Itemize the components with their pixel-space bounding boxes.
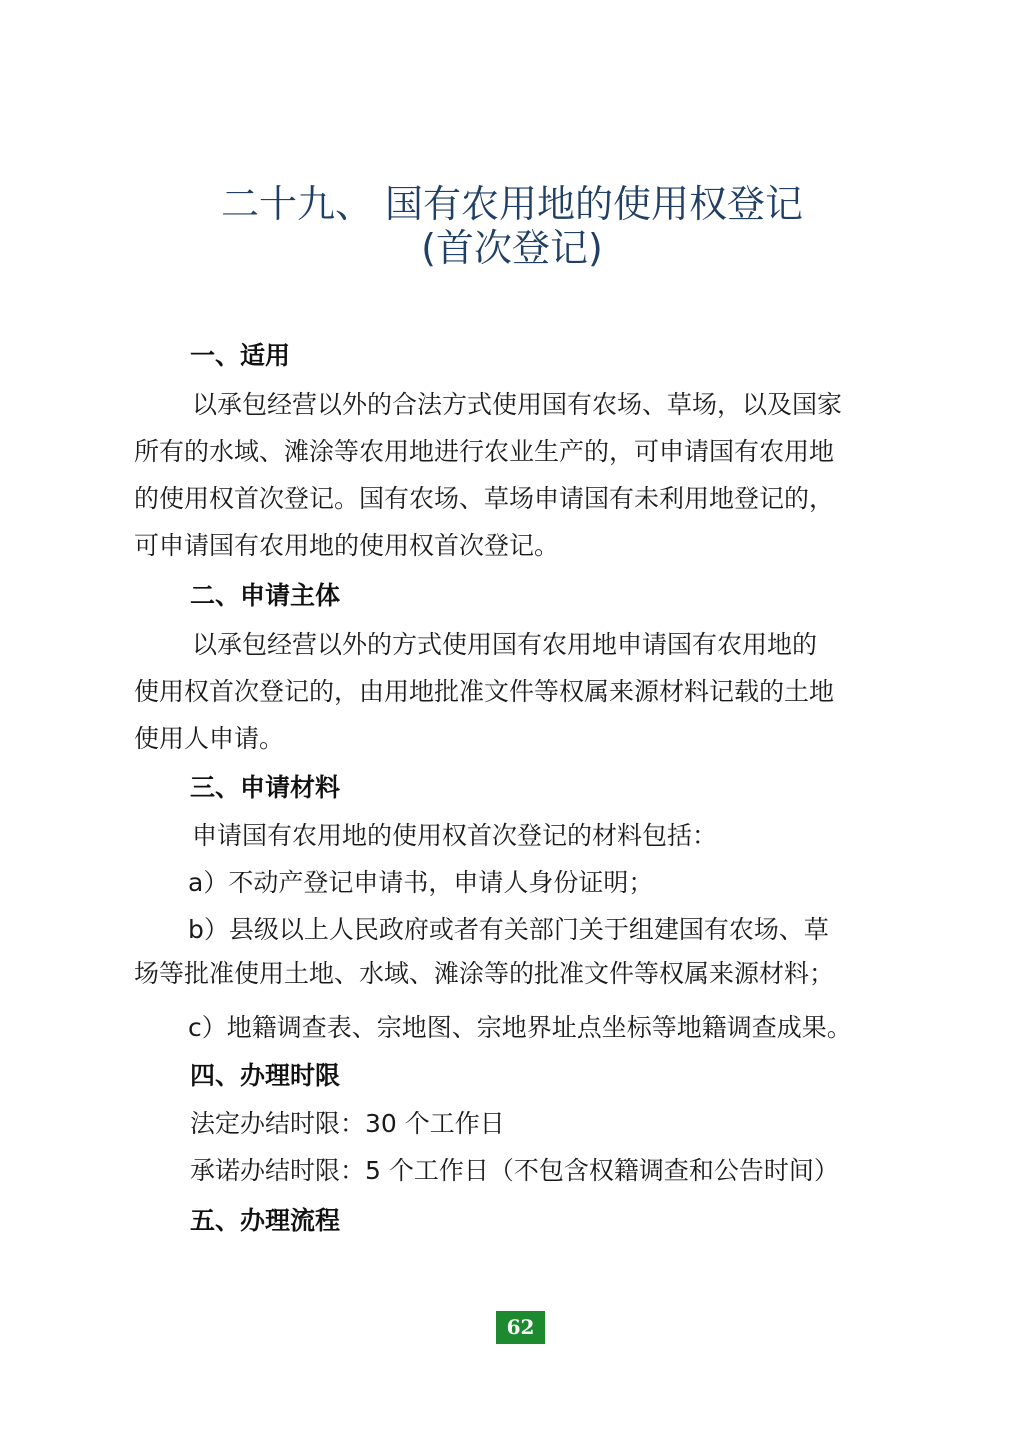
section-heading: 三、申请材料	[190, 773, 341, 802]
section-heading: 一、适用	[190, 341, 291, 370]
paragraph-line: 场等批准使用土地、水域、滩涂等的批准文件等权属来源材料；	[134, 959, 835, 988]
list-item: a）不动产登记申请书，申请人身份证明；	[188, 868, 654, 897]
paragraph-line: 申请国有农用地的使用权首次登记的材料包括：	[192, 821, 718, 850]
paragraph-line: 承诺办结时限：5 个工作日（不包含权籍调查和公告时间）	[190, 1156, 839, 1185]
page-title-line-1: 二十九、 国有农用地的使用权登记	[220, 182, 804, 226]
page-title-line-2: (首次登记)	[421, 226, 603, 270]
page-number: 62	[496, 1311, 545, 1344]
paragraph-line: 可申请国有农用地的使用权首次登记。	[134, 531, 560, 560]
paragraph-line: 的使用权首次登记。国有农场、草场申请国有未利用地登记的，	[134, 484, 835, 513]
paragraph-line: 以承包经营以外的合法方式使用国有农场、草场，以及国家	[192, 390, 843, 419]
section-heading: 二、申请主体	[190, 581, 341, 610]
paragraph-line: 法定办结时限：30 个工作日	[190, 1109, 505, 1138]
section-heading: 四、办理时限	[190, 1061, 341, 1090]
section-heading: 五、办理流程	[190, 1206, 341, 1235]
list-item: b）县级以上人民政府或者有关部门关于组建国有农场、草	[188, 915, 829, 944]
paragraph-line: 使用人申请。	[134, 724, 285, 753]
paragraph-line: 使用权首次登记的，由用地批准文件等权属来源材料记载的土地	[134, 677, 835, 706]
list-item: c）地籍调查表、宗地图、宗地界址点坐标等地籍调查成果。	[188, 1013, 852, 1042]
paragraph-line: 所有的水域、滩涂等农用地进行农业生产的，可申请国有农用地	[134, 437, 835, 466]
paragraph-line: 以承包经营以外的方式使用国有农用地申请国有农用地的	[192, 630, 818, 659]
